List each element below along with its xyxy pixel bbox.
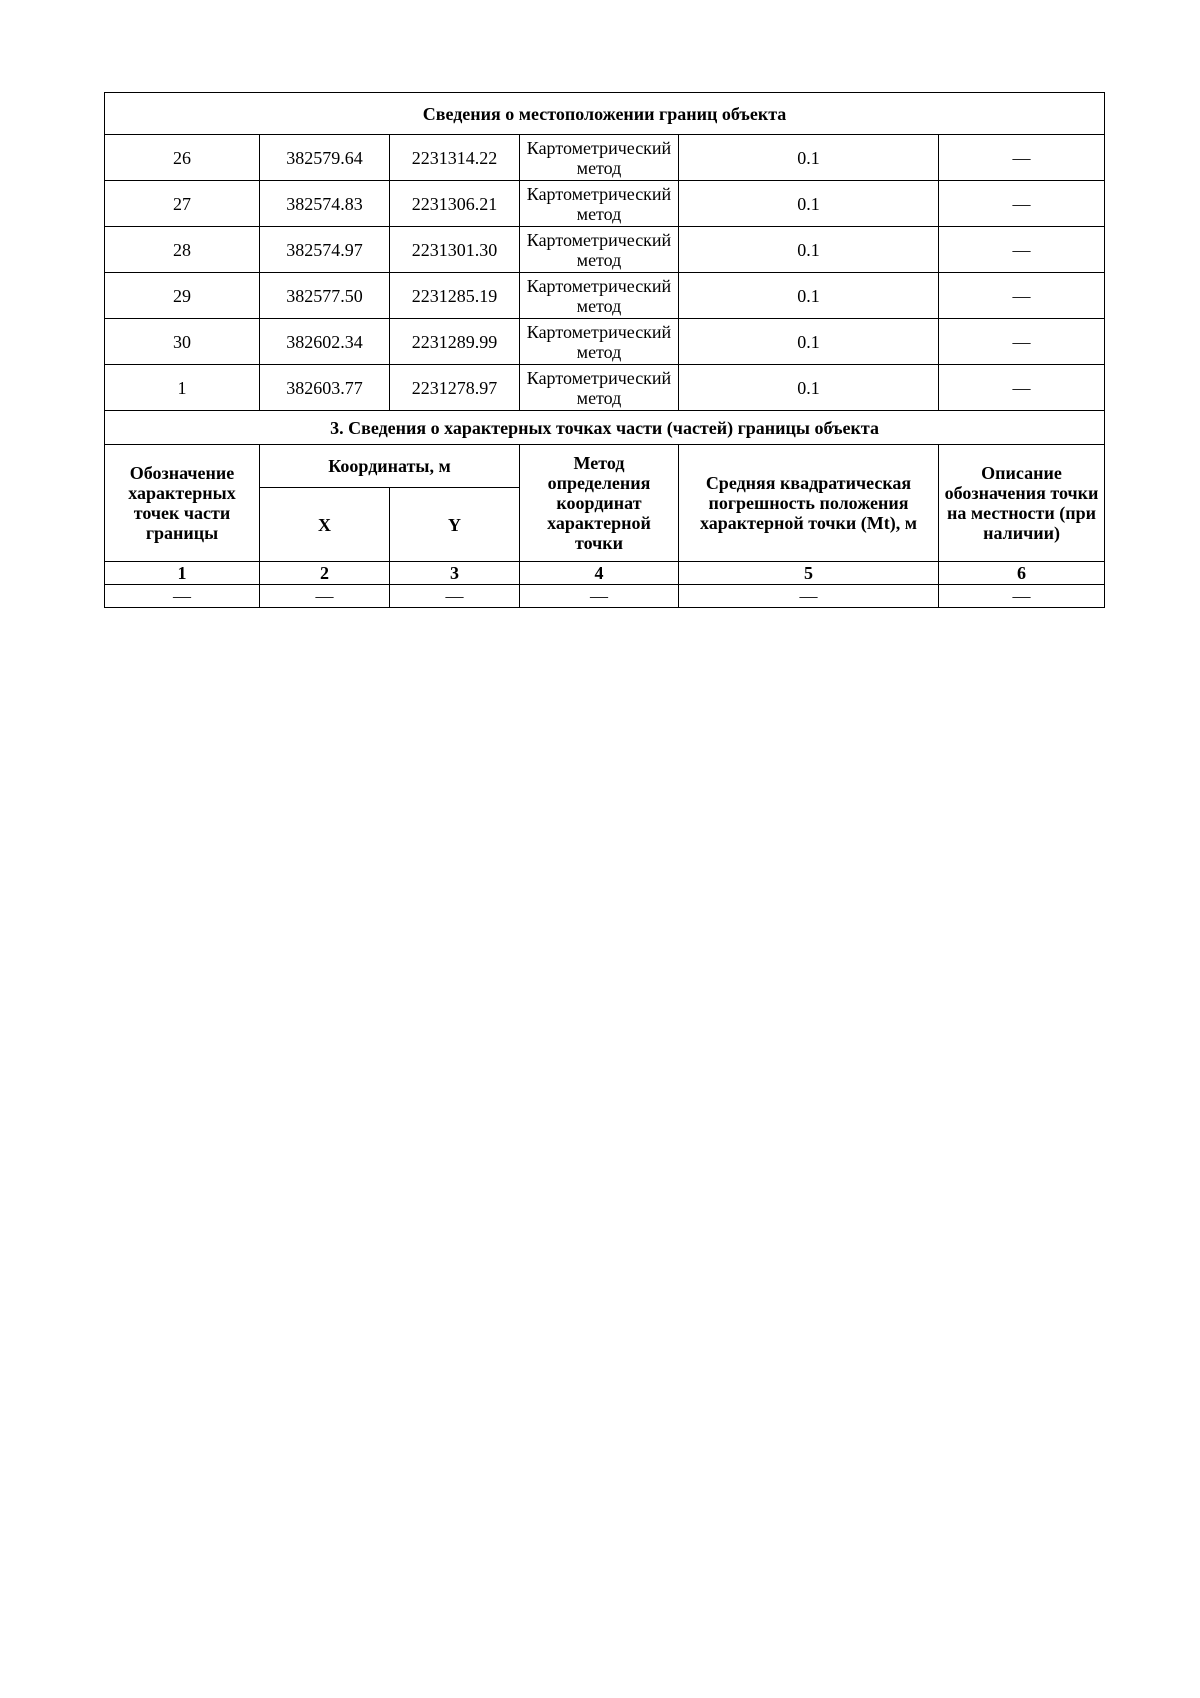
header-accuracy: Средняя квадратическая погрешность положения характерной точки (Mt), м [679,445,939,562]
header-description: Описание обозначения точки на местности (при наличии) [939,445,1105,562]
point-number-cell: 30 [105,319,260,365]
coordinate-x-cell: 382579.64 [260,135,390,181]
header-coordinates: Координаты, м [260,445,520,488]
coordinate-y-cell: 2231285.19 [390,273,520,319]
point-number-cell: 29 [105,273,260,319]
table-row [105,273,1105,319]
section3-title: 3. Сведения о характерных точках части (частей) границы объекта [105,411,1105,445]
empty-data-row [105,585,1105,608]
accuracy-cell: 0.1 [679,273,939,319]
accuracy-cell: 0.1 [679,227,939,273]
empty-cell: — [105,585,260,608]
column-numbers-row [105,562,1105,585]
table-title: Сведения о местоположении границ объекта [105,93,1105,135]
header-x: X [260,488,390,562]
table-row [105,135,1105,181]
coordinate-y-cell: 2231278.97 [390,365,520,411]
column-number: 4 [520,562,679,585]
method-cell: Картометрический метод [520,273,679,319]
accuracy-cell: 0.1 [679,319,939,365]
section3-title-row [105,411,1105,445]
empty-cell: — [520,585,679,608]
coordinate-x-cell: 382602.34 [260,319,390,365]
point-number-cell: 26 [105,135,260,181]
table-row [105,181,1105,227]
empty-cell: — [679,585,939,608]
point-number-cell: 27 [105,181,260,227]
description-cell: — [939,181,1105,227]
points-body [105,135,1105,411]
column-number: 5 [679,562,939,585]
empty-cell: — [939,585,1105,608]
table-row [105,365,1105,411]
accuracy-cell: 0.1 [679,365,939,411]
coordinate-x-cell: 382574.97 [260,227,390,273]
table-title-row [105,93,1105,135]
method-cell: Картометрический метод [520,181,679,227]
column-number: 6 [939,562,1105,585]
coordinate-y-cell: 2231306.21 [390,181,520,227]
accuracy-cell: 0.1 [679,135,939,181]
description-cell: — [939,227,1105,273]
table-row [105,227,1105,273]
description-cell: — [939,135,1105,181]
empty-cell: — [390,585,520,608]
column-number: 3 [390,562,520,585]
coordinate-y-cell: 2231301.30 [390,227,520,273]
coordinate-y-cell: 2231289.99 [390,319,520,365]
header-method: Метод определения координат характерной точки [520,445,679,562]
coordinate-x-cell: 382574.83 [260,181,390,227]
description-cell: — [939,365,1105,411]
coordinate-y-cell: 2231314.22 [390,135,520,181]
header-designation: Обозначение характерных точек части границы [105,445,260,562]
column-number: 1 [105,562,260,585]
section3-header-row-top [105,445,1105,488]
method-cell: Картометрический метод [520,135,679,181]
accuracy-cell: 0.1 [679,181,939,227]
point-number-cell: 28 [105,227,260,273]
description-cell: — [939,273,1105,319]
description-cell: — [939,319,1105,365]
table-row [105,319,1105,365]
header-y: Y [390,488,520,562]
method-cell: Картометрический метод [520,227,679,273]
boundary-points-table [104,92,1105,608]
coordinate-x-cell: 382603.77 [260,365,390,411]
point-number-cell: 1 [105,365,260,411]
coordinate-x-cell: 382577.50 [260,273,390,319]
empty-cell: — [260,585,390,608]
column-number: 2 [260,562,390,585]
method-cell: Картометрический метод [520,365,679,411]
method-cell: Картометрический метод [520,319,679,365]
